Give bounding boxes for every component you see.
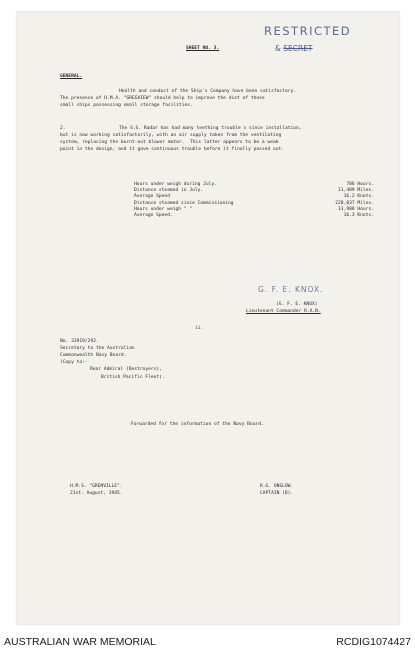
copy-recipient-line1: Rear Admiral (Destroyers), [90,367,162,372]
officer-title: CAPTAIN (D). [260,491,294,496]
stat-label: Average Speed. [134,213,173,219]
signature-typed: (G. F. E. KNOX) [276,302,318,307]
para2-number: 2. [60,126,66,131]
stat-label: Average Speed [134,194,170,200]
para2-line3: system, replacing the burnt-out blower motor. This latter appears to be a weak [60,140,279,145]
stat-value: 16.2 Knots. [343,194,374,200]
stat-label: Distance steamed since Commissioning [134,200,234,206]
stat-value: 16.3 Knots. [343,213,374,219]
reference-number: No. 33919/292. [60,339,99,344]
ship-name: H.M.S. "GRENVILLE". [70,484,123,489]
stat-label: Distance steamed in July. [134,188,204,194]
archive-name: AUSTRALIAN WAR MEMORIAL [4,636,156,648]
stat-value: 13,988 Hours. [338,206,374,212]
endorsement-number: ii. [195,326,204,331]
para2-line1: The S.G. Radar has had many teething trouble s since installation, [119,126,302,131]
struck-secret: SECRET [283,44,313,53]
stat-row [134,213,374,219]
para2-line4: point in the design, and it gave continuous trouble before it finally passed out. [60,147,285,152]
stat-value: 228,037 Miles. [335,200,374,206]
restricted-stamp: RESTRICTED [264,24,352,38]
para2-line2: but is now working satisfactorily, with an air supply taken from the ventilating [60,133,282,138]
stat-value: 706 Hours. [346,182,374,187]
officer-name: R.G. ONSLOW. [260,484,294,489]
statistics-table [134,182,374,219]
para1-line3: small ships possessing small storage facilities. [60,103,193,108]
general-heading: GENERAL. [60,74,83,79]
classification-prefix: & [275,44,281,53]
classification-stamp [275,44,313,53]
addressee-line1: Secretary to the Australian [60,346,135,351]
stat-label: Hours under weigh " " [134,206,193,212]
stat-label: Hours under weigh during July. [134,182,217,187]
sheet-title: SHEET NO. 3. [186,46,220,51]
para1-line2: The presence of H.M.A. "GREGVIEW" should help to improve the diet of those [60,96,265,101]
copy-recipient-line2: British Pacific Fleet). [101,375,165,380]
addressee-line2: Commonwealth Navy Board. [60,353,127,358]
stat-value: 11,489 Miles. [338,188,374,194]
copy-to: (Copy to:- [60,360,88,365]
letter-date: 21st. August, 1945. [70,491,123,496]
para1-line1: Health and conduct of the Ship's Company have been satisfactory. [119,89,297,94]
signature-rank: Lieutenant Commander R.A.N. [246,309,321,314]
archive-id: RCDIG1074427 [336,636,411,648]
forwarded-note: Forwarded for the information of the Navy Board. [131,422,264,427]
signature-stamp: G. F. E. KNOX. [258,285,324,294]
